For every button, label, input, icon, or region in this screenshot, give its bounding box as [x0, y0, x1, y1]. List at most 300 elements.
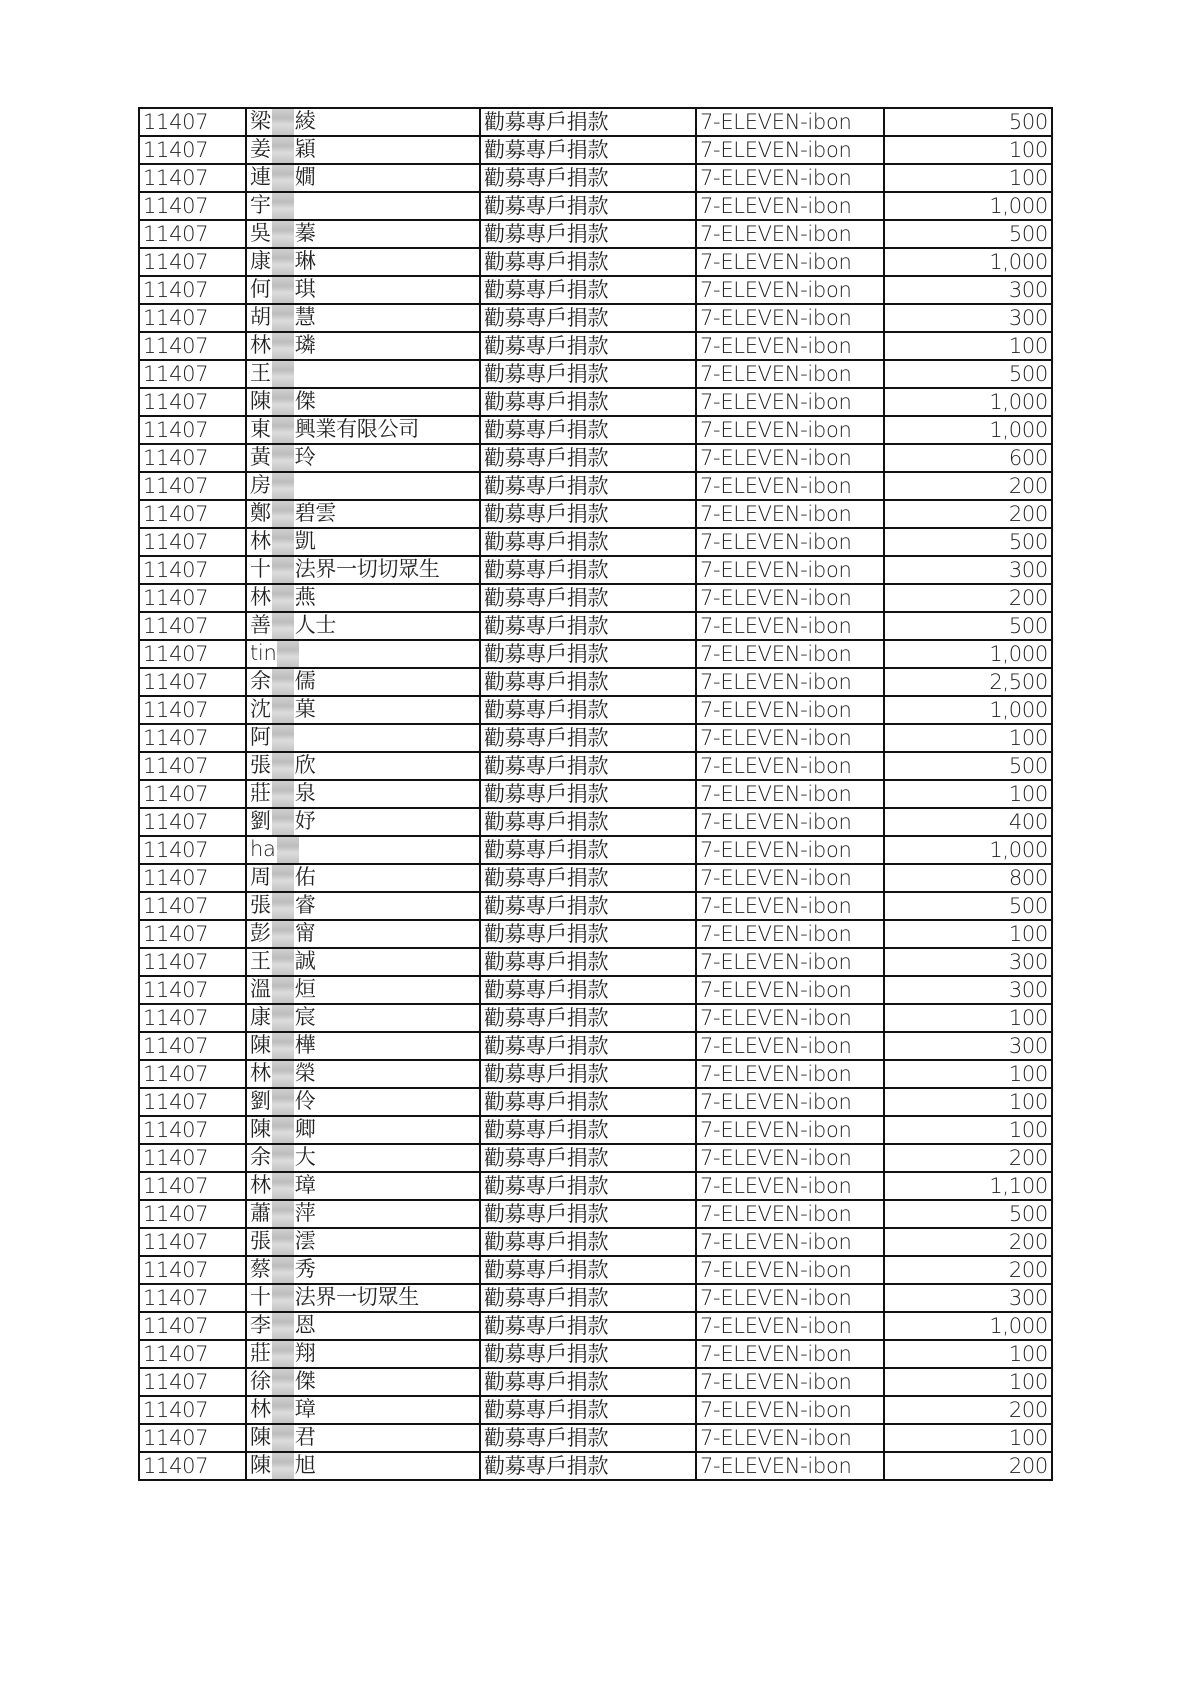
donor-surname: 十: [250, 557, 271, 581]
amount-cell: 100: [884, 1368, 1052, 1396]
redaction-mask: [272, 1453, 294, 1479]
period-cell: 11407: [139, 1396, 246, 1424]
redaction-mask: [272, 865, 294, 891]
table-row: [139, 1060, 1052, 1088]
donor-name-cell: [246, 1032, 480, 1060]
donor-surname: 林: [250, 1173, 271, 1197]
redaction-mask: [277, 641, 299, 667]
donor-surname: 張: [250, 753, 271, 777]
donor-surname: 善: [250, 613, 271, 637]
donor-surname: 張: [250, 1229, 271, 1253]
amount-cell: 200: [884, 1144, 1052, 1172]
channel-cell: 7-ELEVEN-ibon: [696, 1424, 884, 1452]
amount-cell: 300: [884, 948, 1052, 976]
amount-cell: 1,000: [884, 416, 1052, 444]
period-cell: 11407: [139, 752, 246, 780]
donor-name-cell: [246, 1200, 480, 1228]
channel-cell: 7-ELEVEN-ibon: [696, 1256, 884, 1284]
period-cell: 11407: [139, 808, 246, 836]
donor-name-cell: [246, 1088, 480, 1116]
donor-given-name: 蓁: [294, 221, 316, 245]
category-cell: 勸募專戶捐款: [480, 696, 696, 724]
channel-cell: 7-ELEVEN-ibon: [696, 1340, 884, 1368]
category-cell: 勸募專戶捐款: [480, 472, 696, 500]
redaction-mask: [272, 1257, 294, 1283]
redaction-mask: [272, 1369, 294, 1395]
period-cell: 11407: [139, 1256, 246, 1284]
amount-cell: 400: [884, 808, 1052, 836]
donor-surname: 梁: [250, 109, 271, 133]
table-row: [139, 304, 1052, 332]
period-cell: 11407: [139, 1340, 246, 1368]
period-cell: 11407: [139, 388, 246, 416]
donor-given-name: 璘: [294, 333, 316, 357]
donor-name-cell: [246, 304, 480, 332]
table-row: [139, 556, 1052, 584]
donor-given-name: 琪: [294, 277, 316, 301]
table-row: [139, 1368, 1052, 1396]
redaction-mask: [272, 305, 294, 331]
category-cell: 勸募專戶捐款: [480, 668, 696, 696]
redaction-mask: [272, 557, 294, 583]
period-cell: 11407: [139, 556, 246, 584]
donor-name-cell: [246, 668, 480, 696]
donor-name-cell: [246, 948, 480, 976]
amount-cell: 100: [884, 164, 1052, 192]
channel-cell: 7-ELEVEN-ibon: [696, 780, 884, 808]
period-cell: 11407: [139, 864, 246, 892]
table-row: [139, 164, 1052, 192]
donor-given-name: 傑: [294, 1369, 316, 1393]
amount-cell: 300: [884, 1284, 1052, 1312]
channel-cell: 7-ELEVEN-ibon: [696, 276, 884, 304]
amount-cell: 100: [884, 1340, 1052, 1368]
donor-given-name: 璋: [294, 1397, 316, 1421]
redaction-mask: [272, 501, 294, 527]
period-cell: 11407: [139, 668, 246, 696]
donor-name-cell: [246, 136, 480, 164]
amount-cell: 100: [884, 332, 1052, 360]
table-row: [139, 136, 1052, 164]
table-row: [139, 360, 1052, 388]
channel-cell: 7-ELEVEN-ibon: [696, 1200, 884, 1228]
donor-given-name: 萍: [294, 1201, 316, 1225]
period-cell: 11407: [139, 276, 246, 304]
amount-cell: 100: [884, 136, 1052, 164]
category-cell: 勸募專戶捐款: [480, 528, 696, 556]
donor-surname: 徐: [250, 1369, 271, 1393]
redaction-mask: [272, 473, 294, 499]
redaction-mask: [272, 529, 294, 555]
donor-name-cell: [246, 388, 480, 416]
table-row: [139, 416, 1052, 444]
channel-cell: 7-ELEVEN-ibon: [696, 136, 884, 164]
amount-cell: 200: [884, 1452, 1052, 1480]
table-row: [139, 1228, 1052, 1256]
redaction-mask: [272, 1005, 294, 1031]
table-row: [139, 192, 1052, 220]
donor-surname: 余: [250, 669, 271, 693]
channel-cell: 7-ELEVEN-ibon: [696, 1452, 884, 1480]
donor-surname: 康: [250, 249, 271, 273]
donor-name-cell: [246, 164, 480, 192]
donor-given-name: 碧雲: [294, 501, 337, 525]
donor-surname: 溫: [250, 977, 271, 1001]
period-cell: 11407: [139, 1144, 246, 1172]
redaction-mask: [272, 697, 294, 723]
redaction-mask: [272, 361, 294, 387]
period-cell: 11407: [139, 584, 246, 612]
period-cell: 11407: [139, 1424, 246, 1452]
donor-name-cell: [246, 1424, 480, 1452]
donor-name-cell: [246, 276, 480, 304]
donor-surname: 陳: [250, 1425, 271, 1449]
redaction-mask: [272, 445, 294, 471]
amount-cell: 300: [884, 1032, 1052, 1060]
period-cell: 11407: [139, 724, 246, 752]
donor-surname: 林: [250, 1397, 271, 1421]
category-cell: 勸募專戶捐款: [480, 192, 696, 220]
table-row: [139, 780, 1052, 808]
amount-cell: 300: [884, 976, 1052, 1004]
channel-cell: 7-ELEVEN-ibon: [696, 164, 884, 192]
redaction-mask: [272, 1173, 294, 1199]
category-cell: 勸募專戶捐款: [480, 1088, 696, 1116]
category-cell: 勸募專戶捐款: [480, 584, 696, 612]
period-cell: 11407: [139, 500, 246, 528]
table-row: [139, 500, 1052, 528]
donor-name-cell: [246, 1144, 480, 1172]
table-row: [139, 584, 1052, 612]
category-cell: 勸募專戶捐款: [480, 808, 696, 836]
channel-cell: 7-ELEVEN-ibon: [696, 1004, 884, 1032]
donor-surname: 王: [250, 949, 271, 973]
category-cell: 勸募專戶捐款: [480, 1004, 696, 1032]
period-cell: 11407: [139, 1368, 246, 1396]
table-row: [139, 640, 1052, 668]
amount-cell: 1,000: [884, 1312, 1052, 1340]
period-cell: 11407: [139, 1116, 246, 1144]
donation-table: [138, 107, 1053, 1481]
donor-name-cell: [246, 1256, 480, 1284]
period-cell: 11407: [139, 836, 246, 864]
category-cell: 勸募專戶捐款: [480, 1312, 696, 1340]
amount-cell: 500: [884, 612, 1052, 640]
donor-surname: 陳: [250, 389, 271, 413]
amount-cell: 200: [884, 472, 1052, 500]
channel-cell: 7-ELEVEN-ibon: [696, 920, 884, 948]
amount-cell: 1,000: [884, 836, 1052, 864]
category-cell: 勸募專戶捐款: [480, 976, 696, 1004]
amount-cell: 500: [884, 752, 1052, 780]
amount-cell: 200: [884, 584, 1052, 612]
period-cell: 11407: [139, 332, 246, 360]
channel-cell: 7-ELEVEN-ibon: [696, 892, 884, 920]
donor-given-name: 慧: [294, 305, 316, 329]
donor-name-cell: [246, 584, 480, 612]
redaction-mask: [272, 669, 294, 695]
donor-surname: 陳: [250, 1033, 271, 1057]
donor-given-name: 凱: [294, 529, 316, 553]
donor-given-name: 甯: [294, 921, 316, 945]
table-row: [139, 752, 1052, 780]
category-cell: 勸募專戶捐款: [480, 500, 696, 528]
channel-cell: 7-ELEVEN-ibon: [696, 640, 884, 668]
table-row: [139, 836, 1052, 864]
donor-given-name: 大: [294, 1145, 316, 1169]
channel-cell: 7-ELEVEN-ibon: [696, 1060, 884, 1088]
amount-cell: 100: [884, 1060, 1052, 1088]
redaction-mask: [272, 389, 294, 415]
redaction-mask: [272, 809, 294, 835]
amount-cell: 500: [884, 892, 1052, 920]
redaction-mask: [277, 837, 299, 863]
redaction-mask: [272, 1061, 294, 1087]
amount-cell: 1,000: [884, 696, 1052, 724]
period-cell: 11407: [139, 220, 246, 248]
donor-surname: 余: [250, 1145, 271, 1169]
redaction-mask: [272, 725, 294, 751]
donor-surname: 莊: [250, 781, 271, 805]
donor-surname: 姜: [250, 137, 271, 161]
channel-cell: 7-ELEVEN-ibon: [696, 808, 884, 836]
category-cell: 勸募專戶捐款: [480, 276, 696, 304]
table-row: [139, 1004, 1052, 1032]
donor-given-name: 綾: [294, 109, 316, 133]
donor-name-cell: [246, 248, 480, 276]
redaction-mask: [272, 1341, 294, 1367]
table-row: [139, 1284, 1052, 1312]
donor-name-cell: [246, 752, 480, 780]
channel-cell: 7-ELEVEN-ibon: [696, 1116, 884, 1144]
category-cell: 勸募專戶捐款: [480, 1032, 696, 1060]
donor-surname: 沈: [250, 697, 271, 721]
period-cell: 11407: [139, 248, 246, 276]
category-cell: 勸募專戶捐款: [480, 248, 696, 276]
channel-cell: 7-ELEVEN-ibon: [696, 724, 884, 752]
category-cell: 勸募專戶捐款: [480, 1284, 696, 1312]
donor-name-cell: [246, 892, 480, 920]
redaction-mask: [272, 1229, 294, 1255]
channel-cell: 7-ELEVEN-ibon: [696, 668, 884, 696]
channel-cell: 7-ELEVEN-ibon: [696, 1088, 884, 1116]
table-row: [139, 108, 1052, 136]
donor-given-name: 泉: [294, 781, 316, 805]
amount-cell: 200: [884, 1228, 1052, 1256]
amount-cell: 300: [884, 276, 1052, 304]
category-cell: 勸募專戶捐款: [480, 360, 696, 388]
donor-name-cell: [246, 556, 480, 584]
channel-cell: 7-ELEVEN-ibon: [696, 864, 884, 892]
channel-cell: 7-ELEVEN-ibon: [696, 360, 884, 388]
redaction-mask: [272, 1285, 294, 1311]
donor-given-name: 玲: [294, 445, 316, 469]
amount-cell: 500: [884, 528, 1052, 556]
donor-name-cell: [246, 192, 480, 220]
table-row: [139, 1452, 1052, 1480]
donor-surname: 吳: [250, 221, 271, 245]
donor-given-name: 琳: [294, 249, 316, 273]
amount-cell: 500: [884, 108, 1052, 136]
donor-given-name: 睿: [294, 893, 316, 917]
amount-cell: 500: [884, 220, 1052, 248]
amount-cell: 1,000: [884, 388, 1052, 416]
channel-cell: 7-ELEVEN-ibon: [696, 752, 884, 780]
donor-surname: 周: [250, 865, 271, 889]
category-cell: 勸募專戶捐款: [480, 108, 696, 136]
donor-given-name: 宸: [294, 1005, 316, 1029]
channel-cell: 7-ELEVEN-ibon: [696, 304, 884, 332]
redaction-mask: [272, 1313, 294, 1339]
donor-given-name: 君: [294, 1425, 316, 1449]
donor-given-name: 燕: [294, 585, 316, 609]
category-cell: 勸募專戶捐款: [480, 164, 696, 192]
amount-cell: 1,000: [884, 248, 1052, 276]
redaction-mask: [272, 109, 294, 135]
donor-given-name: 秀: [294, 1257, 316, 1281]
channel-cell: 7-ELEVEN-ibon: [696, 1312, 884, 1340]
donor-surname: 陳: [250, 1453, 271, 1477]
redaction-mask: [272, 753, 294, 779]
table-row: [139, 1256, 1052, 1284]
period-cell: 11407: [139, 528, 246, 556]
category-cell: 勸募專戶捐款: [480, 444, 696, 472]
donor-surname: 房: [250, 473, 271, 497]
amount-cell: 200: [884, 1256, 1052, 1284]
channel-cell: 7-ELEVEN-ibon: [696, 192, 884, 220]
donor-surname: 林: [250, 1061, 271, 1085]
amount-cell: 500: [884, 1200, 1052, 1228]
donor-given-name: 璋: [294, 1173, 316, 1197]
donor-name-cell: [246, 1340, 480, 1368]
donor-name-cell: [246, 416, 480, 444]
period-cell: 11407: [139, 164, 246, 192]
donor-surname: 黃: [250, 445, 271, 469]
redaction-mask: [272, 977, 294, 1003]
donor-given-name: 翔: [294, 1341, 316, 1365]
donor-surname: 張: [250, 893, 271, 917]
redaction-mask: [272, 949, 294, 975]
category-cell: 勸募專戶捐款: [480, 1060, 696, 1088]
donor-surname: tin: [250, 641, 277, 665]
redaction-mask: [272, 1397, 294, 1423]
category-cell: 勸募專戶捐款: [480, 556, 696, 584]
table-row: [139, 668, 1052, 696]
period-cell: 11407: [139, 444, 246, 472]
category-cell: 勸募專戶捐款: [480, 1424, 696, 1452]
table-row: [139, 976, 1052, 1004]
table-row: [139, 1032, 1052, 1060]
redaction-mask: [272, 613, 294, 639]
donor-given-name: 妤: [294, 809, 316, 833]
category-cell: 勸募專戶捐款: [480, 220, 696, 248]
donor-given-name: 法界一切切眾生: [294, 557, 440, 581]
donor-given-name: 樺: [294, 1033, 316, 1057]
donor-given-name: 榮: [294, 1061, 316, 1085]
amount-cell: 300: [884, 304, 1052, 332]
period-cell: 11407: [139, 948, 246, 976]
channel-cell: 7-ELEVEN-ibon: [696, 1228, 884, 1256]
period-cell: 11407: [139, 304, 246, 332]
category-cell: 勸募專戶捐款: [480, 752, 696, 780]
period-cell: 11407: [139, 1452, 246, 1480]
redaction-mask: [272, 137, 294, 163]
redaction-mask: [272, 1425, 294, 1451]
period-cell: 11407: [139, 1312, 246, 1340]
table-row: [139, 1088, 1052, 1116]
donor-given-name: 欣: [294, 753, 316, 777]
period-cell: 11407: [139, 920, 246, 948]
redaction-mask: [272, 1089, 294, 1115]
donor-given-name: 誠: [294, 949, 316, 973]
period-cell: 11407: [139, 1200, 246, 1228]
redaction-mask: [272, 893, 294, 919]
amount-cell: 100: [884, 1424, 1052, 1452]
donor-given-name: 旭: [294, 1453, 316, 1477]
category-cell: 勸募專戶捐款: [480, 640, 696, 668]
category-cell: 勸募專戶捐款: [480, 836, 696, 864]
amount-cell: 600: [884, 444, 1052, 472]
donor-name-cell: [246, 1368, 480, 1396]
channel-cell: 7-ELEVEN-ibon: [696, 332, 884, 360]
table-row: [139, 444, 1052, 472]
category-cell: 勸募專戶捐款: [480, 304, 696, 332]
category-cell: 勸募專戶捐款: [480, 332, 696, 360]
donation-table-body: [139, 108, 1052, 1480]
donor-given-name: 澐: [294, 1229, 316, 1253]
channel-cell: 7-ELEVEN-ibon: [696, 108, 884, 136]
donor-given-name: 傑: [294, 389, 316, 413]
amount-cell: 100: [884, 780, 1052, 808]
donor-name-cell: [246, 1228, 480, 1256]
redaction-mask: [272, 193, 294, 219]
period-cell: 11407: [139, 360, 246, 388]
redaction-mask: [272, 277, 294, 303]
period-cell: 11407: [139, 1032, 246, 1060]
donor-surname: 王: [250, 361, 271, 385]
redaction-mask: [272, 585, 294, 611]
channel-cell: 7-ELEVEN-ibon: [696, 1032, 884, 1060]
donor-surname: 蔡: [250, 1257, 271, 1281]
donor-given-name: 卿: [294, 1117, 316, 1141]
channel-cell: 7-ELEVEN-ibon: [696, 1284, 884, 1312]
donor-name-cell: [246, 612, 480, 640]
redaction-mask: [272, 165, 294, 191]
channel-cell: 7-ELEVEN-ibon: [696, 444, 884, 472]
channel-cell: 7-ELEVEN-ibon: [696, 948, 884, 976]
period-cell: 11407: [139, 192, 246, 220]
donor-given-name: 儒: [294, 669, 316, 693]
category-cell: 勸募專戶捐款: [480, 892, 696, 920]
donor-surname: 陳: [250, 1117, 271, 1141]
donor-given-name: 佑: [294, 865, 316, 889]
donor-name-cell: [246, 976, 480, 1004]
redaction-mask: [272, 1201, 294, 1227]
period-cell: 11407: [139, 1228, 246, 1256]
period-cell: 11407: [139, 696, 246, 724]
donor-surname: 李: [250, 1313, 271, 1337]
period-cell: 11407: [139, 640, 246, 668]
donor-surname: 彭: [250, 921, 271, 945]
period-cell: 11407: [139, 1004, 246, 1032]
category-cell: 勸募專戶捐款: [480, 1228, 696, 1256]
donor-surname: 康: [250, 1005, 271, 1029]
table-row: [139, 1340, 1052, 1368]
table-row: [139, 248, 1052, 276]
donor-surname: 阿: [250, 725, 271, 749]
donor-surname: 東: [250, 417, 271, 441]
donor-name-cell: [246, 108, 480, 136]
